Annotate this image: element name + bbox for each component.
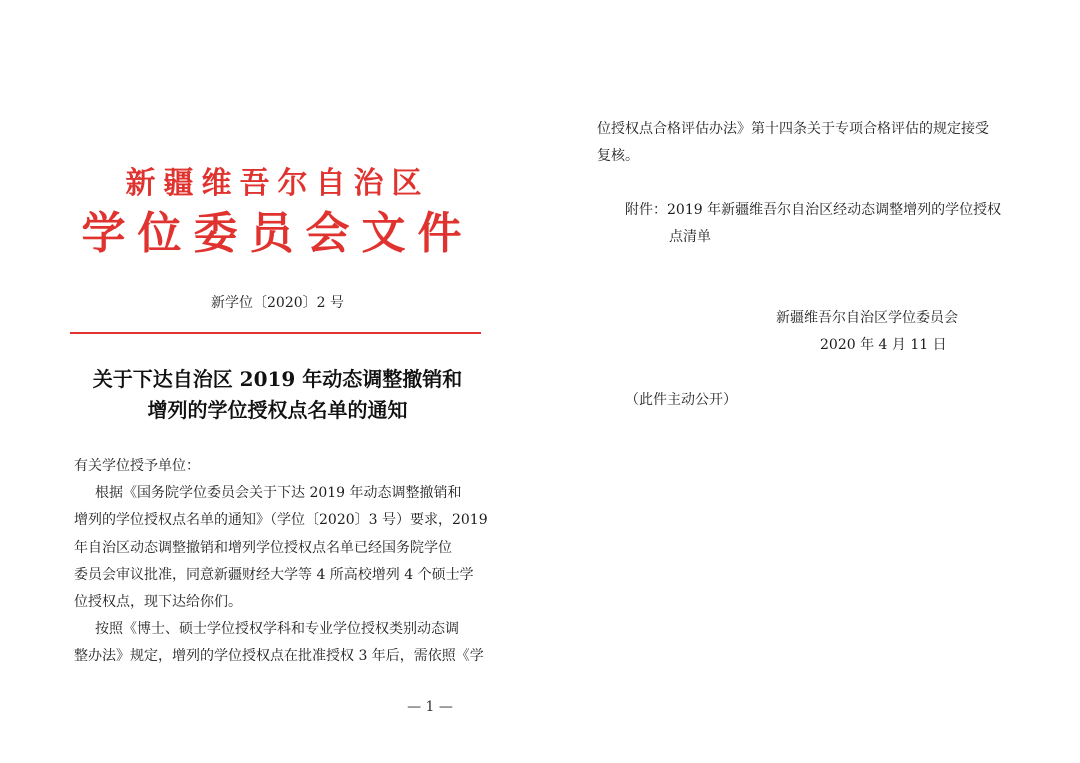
body-line: 年自治区动态调整撤销和增列学位授权点名单已经国务院学位	[74, 540, 452, 556]
body-line: 按照《博士、硕士学位授权学科和专业学位授权类别动态调	[95, 621, 459, 637]
body-line: 位授权点，现下达给你们。	[74, 594, 242, 610]
body-line: 根据《国务院学位委员会关于下达 2019 年动态调整撤销和	[95, 485, 462, 501]
document-number: 新学位〔2020〕2 号	[211, 295, 344, 311]
body-line: 整办法》规定，增列的学位授权点在批准授权 3 年后，需依照《学	[74, 648, 484, 664]
document-type-heading: 学位委员会文件	[81, 208, 474, 259]
continuation-line: 复核。	[597, 148, 639, 164]
body-line: 增列的学位授权点名单的通知》（学位〔2020〕3 号）要求，2019	[74, 512, 488, 528]
issue-date: 2020 年 4 月 11 日	[820, 337, 947, 353]
disclosure-note: （此件主动公开）	[625, 392, 737, 408]
document-title-line-2: 增列的学位授权点名单的通知	[147, 398, 408, 422]
body-line: 委员会审议批准，同意新疆财经大学等 4 所高校增列 4 个硕士学	[74, 567, 474, 583]
salutation: 有关学位授予单位：	[74, 458, 200, 474]
red-header-divider	[70, 332, 481, 334]
signing-organization: 新疆维吾尔自治区学位委员会	[776, 310, 958, 326]
attachment-line: 附件：2019 年新疆维吾尔自治区经动态调整增列的学位授权	[625, 202, 1002, 218]
continuation-line: 位授权点合格评估办法》第十四条关于专项合格评估的规定接受	[597, 121, 989, 137]
document-title-line-1: 关于下达自治区 2019 年动态调整撤销和	[92, 367, 463, 391]
page-number: — 1 —	[407, 699, 453, 715]
attachment-line: 点清单	[669, 229, 711, 245]
issuing-organization-name: 新疆维吾尔自治区	[125, 166, 430, 201]
